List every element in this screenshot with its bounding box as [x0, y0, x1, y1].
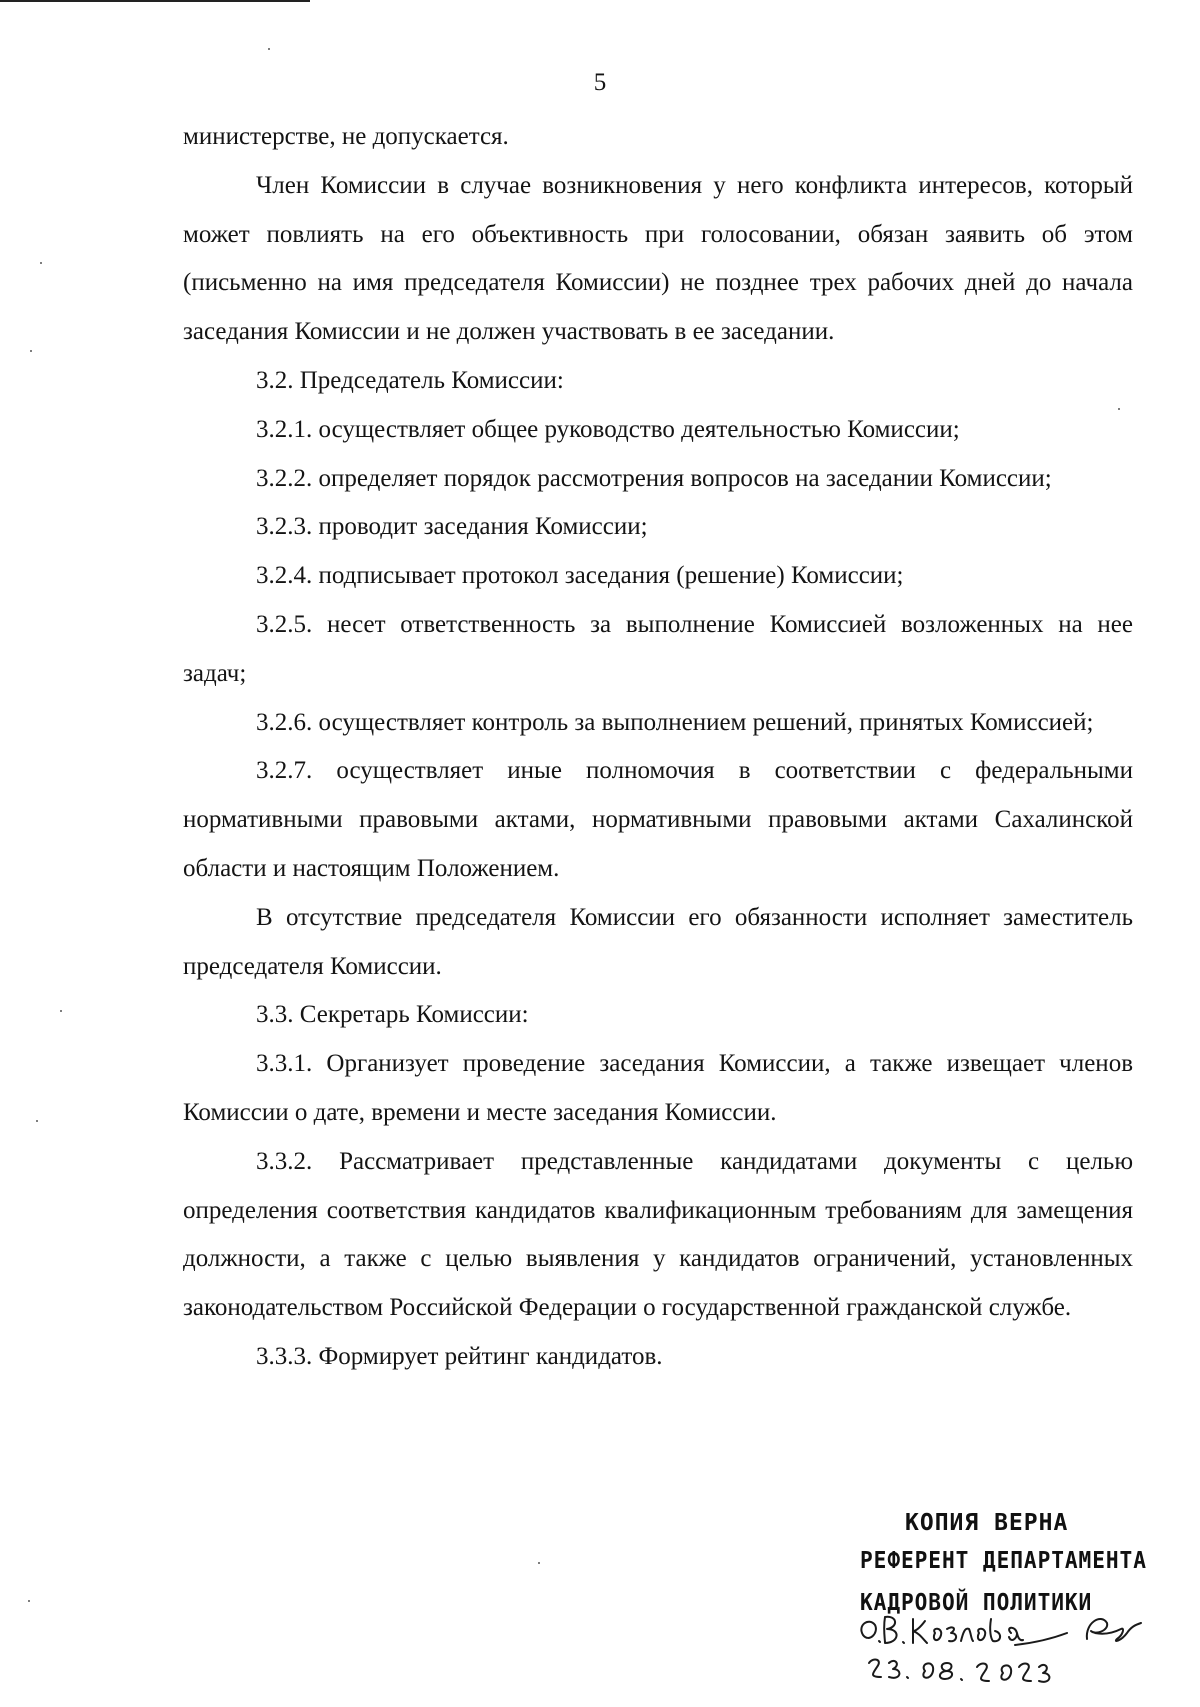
paragraph: 3.2. Председатель Комиссии: — [256, 366, 564, 394]
stamp-line-department: КАДРОВОЙ ПОЛИТИКИ — [860, 1590, 1093, 1616]
paragraph: 3.2.6. осуществляет контроль за выполнением решений, принятых Комиссией; — [256, 708, 1094, 736]
top-edge-rule — [0, 0, 310, 2]
document-body — [183, 113, 1133, 1382]
handwritten-signature — [855, 1603, 1155, 1703]
scan-speck — [1118, 408, 1120, 410]
paragraph: 3.2.4. подписывает протокол заседания (решение) Комиссии; — [256, 562, 904, 590]
scan-speck — [40, 262, 42, 264]
scan-speck — [60, 1010, 62, 1012]
page-number: 5 — [593, 69, 607, 96]
paragraph: министерстве, не допускается. — [183, 123, 509, 150]
paragraph: 3.3.1. Организует проведение заседания Комиссии, а также извещает членов Комиссии о дате, времени и месте заседания Комиссии. — [183, 1050, 1133, 1126]
paragraph: 3.2.2. определяет порядок рассмотрения вопросов на заседании Комиссии; — [256, 464, 1052, 492]
stamp-line-copy-correct: КОПИЯ ВЕРНА — [905, 1510, 1069, 1536]
paragraph: В отсутствие председателя Комиссии его обязанности исполняет заместитель председателя Комиссии. — [183, 903, 1133, 980]
paragraph: 3.2.5. несет ответственность за выполнение Комиссией возложенных на нее задач; — [183, 610, 1133, 687]
stamp-line-position: РЕФЕРЕНТ ДЕПАРТАМЕНТА — [860, 1548, 1147, 1574]
scan-speck — [36, 1120, 38, 1122]
paragraph: 3.2.3. проводит заседания Комиссии; — [256, 513, 648, 541]
scan-speck — [28, 1600, 30, 1602]
scan-speck — [30, 350, 32, 352]
paragraph-list — [183, 113, 1133, 1333]
scan-speck — [538, 1562, 540, 1564]
scan-speck — [268, 48, 270, 50]
paragraph: 3.3. Секретарь Комиссии: — [256, 1001, 529, 1029]
last-paragraph-row — [183, 1333, 1133, 1382]
last-paragraph: 3.3.3. Формирует рейтинг кандидатов. — [256, 1342, 663, 1370]
paragraph: Член Комиссии в случае возникновения у него конфликта интересов, который может повлиять на его объективность при голосовании, обязан заявить об этом (письменно на имя председателя Комиссии) не позднее трех рабочих дней до начала заседания Комиссии и не должен участвовать в ее заседании. — [183, 171, 1133, 346]
paragraph: 3.3.2. Рассматривает представленные кандидатами документы с целью определения соответствия кандидатов квалификационным требованиям для замещения должности, а также с целью выявления у кандидатов ограничений, установленных законодательством Российской Федерации о государственной гражданской службе. — [183, 1147, 1133, 1322]
paragraph: 3.2.1. осуществляет общее руководство деятельностью Комиссии; — [256, 415, 960, 443]
paragraph: 3.2.7. осуществляет иные полномочия в соответствии с федеральными нормативными правовыми актами, нормативными правовыми актами Сахалинской области и настоящим Положением. — [183, 757, 1133, 882]
